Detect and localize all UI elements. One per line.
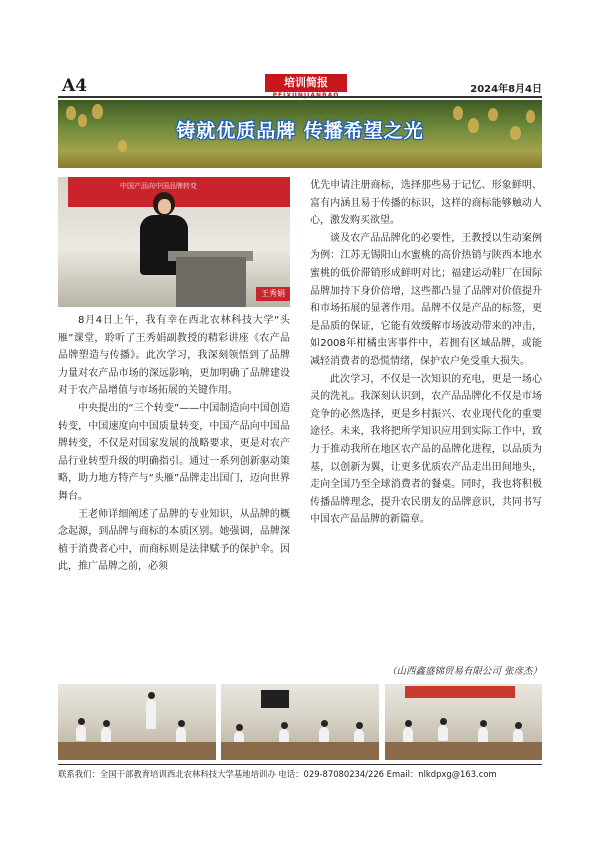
person-head (440, 718, 447, 725)
banner-title: 铸就优质品牌 传播希望之光 (176, 120, 424, 142)
person-head (103, 720, 110, 727)
seated-person (478, 727, 488, 743)
classroom-photo (221, 684, 379, 760)
lecture-photo (58, 177, 290, 307)
article-right-column (310, 177, 542, 529)
person-head (178, 720, 185, 727)
footer-email-label: Email： (386, 769, 419, 779)
person-head (148, 692, 155, 699)
seated-person (319, 727, 329, 743)
article-paragraph: 王老师详细阐述了品牌的专业知识，从品牌的概念起源，到品牌与商标的本质区别。她强调，品牌深植于消费者心中，而商标则是法律赋予的保护伞。因此，推广品牌之前，必须 (58, 508, 290, 573)
desk-row (385, 742, 542, 760)
desk-row (221, 742, 379, 760)
standing-person (146, 699, 156, 729)
seated-person (438, 725, 448, 741)
desk-row (58, 742, 216, 760)
header-divider (58, 96, 542, 98)
masthead-logo: 培训简报 (265, 74, 347, 92)
seated-person (76, 725, 86, 741)
issue-date: 2024年8月4日 (470, 84, 542, 95)
page-number: A4 (62, 76, 88, 96)
hall-banner (405, 686, 515, 698)
person-head (405, 720, 412, 727)
footer-contact-label: 联系我们： (58, 769, 100, 779)
footer-email[interactable]: nlkdpxg@163.com (418, 769, 497, 779)
seated-person (101, 727, 111, 743)
person-head (236, 724, 243, 731)
person-head (281, 722, 288, 729)
person-head (321, 720, 328, 727)
seated-person (403, 727, 413, 743)
article-left-column (58, 312, 290, 576)
screen-text: 中国产品向中国品牌转变 (120, 182, 197, 190)
speaker-face (158, 199, 171, 214)
article-paragraph: 此次学习，不仅是一次知识的充电，更是一场心灵的洗礼。我深刻认识到，农产品品牌化不仅是市场竞争的必然选择，更是乡村振兴、农业现代化的重要途径。未来，我将把所学知识应用到实际工作中，致力于推动我所在地区农产品的品牌化进程，以品质为基，以创新为翼，让更多优质农产品走出田间地头，走向全国乃至全球消费者的餐桌。同时，我也将积极传播品牌理念，提升农民朋友的品牌意识，共同书写中国农产品品牌的新篇章。 (310, 373, 542, 526)
article-paragraph: 中央提出的“三个转变”——中国制造向中国创造转变，中国速度向中国质量转变，中国产品向中国品牌转变，不仅是对国家发展的战略要求，更是对农产品行业转型升级的明确指引。通过一系列创新驱动策略，助力地方特产与“头雁”品牌走出国门，迈向世界舞台。 (58, 402, 290, 502)
footer-phone: 029-87080234/226 (303, 769, 384, 779)
person-head (480, 720, 487, 727)
classroom-photo (385, 684, 542, 760)
seated-person (176, 727, 186, 743)
person-head (356, 722, 363, 729)
article-paragraph-continued: 优先申请注册商标，选择那些易于记忆、形象鲜明、富有内涵且易于传播的标识，这样的商标能够触动人心，激发购买欲望。 (310, 180, 542, 227)
wall-monitor (261, 690, 289, 708)
nameplate: 王秀娟 (256, 287, 290, 301)
footer-contact (58, 768, 542, 780)
article-byline: （山西鑫盛锦贸易有限公司 张彦杰） (386, 666, 542, 677)
article-paragraph: 8月4日上午，我有幸在西北农林科技大学“头雁”课堂，聆听了王秀娟副教授的精彩讲座《农产品品牌塑造与传播》。此次学习，我深刻领悟到了品牌力量对农产品市场的深远影响，更加明确了品牌建设对于农产品增值与市场拓展的关键作用。 (58, 315, 290, 397)
person-head (515, 722, 522, 729)
podium (176, 257, 246, 307)
footer-phone-label: 电话： (278, 769, 304, 779)
footer-org: 全国干部教育培训西北农林科技大学基地培训办 (99, 769, 276, 779)
footer-divider (58, 764, 542, 765)
classroom-photo (58, 684, 216, 760)
article-paragraph: 谈及农产品品牌化的必要性，王教授以生动案例为例：江苏无锡阳山水蜜桃的高价热销与陕西本地水蜜桃的低价滞销形成鲜明对比；福建运动鞋厂在国际品牌加持下身价倍增，这些都凸显了品牌对价值提升和市场拓展的显著作用。品牌不仅是产品的标签，更是品质的保证，它能有效缓解市场波动带来的冲击，如2008年柑橘虫害事件中，若拥有区域品牌，或能减轻消费者的恐慌情绪，保护农户免受重大损失。 (310, 232, 542, 367)
title-banner (58, 100, 542, 168)
person-head (78, 718, 85, 725)
